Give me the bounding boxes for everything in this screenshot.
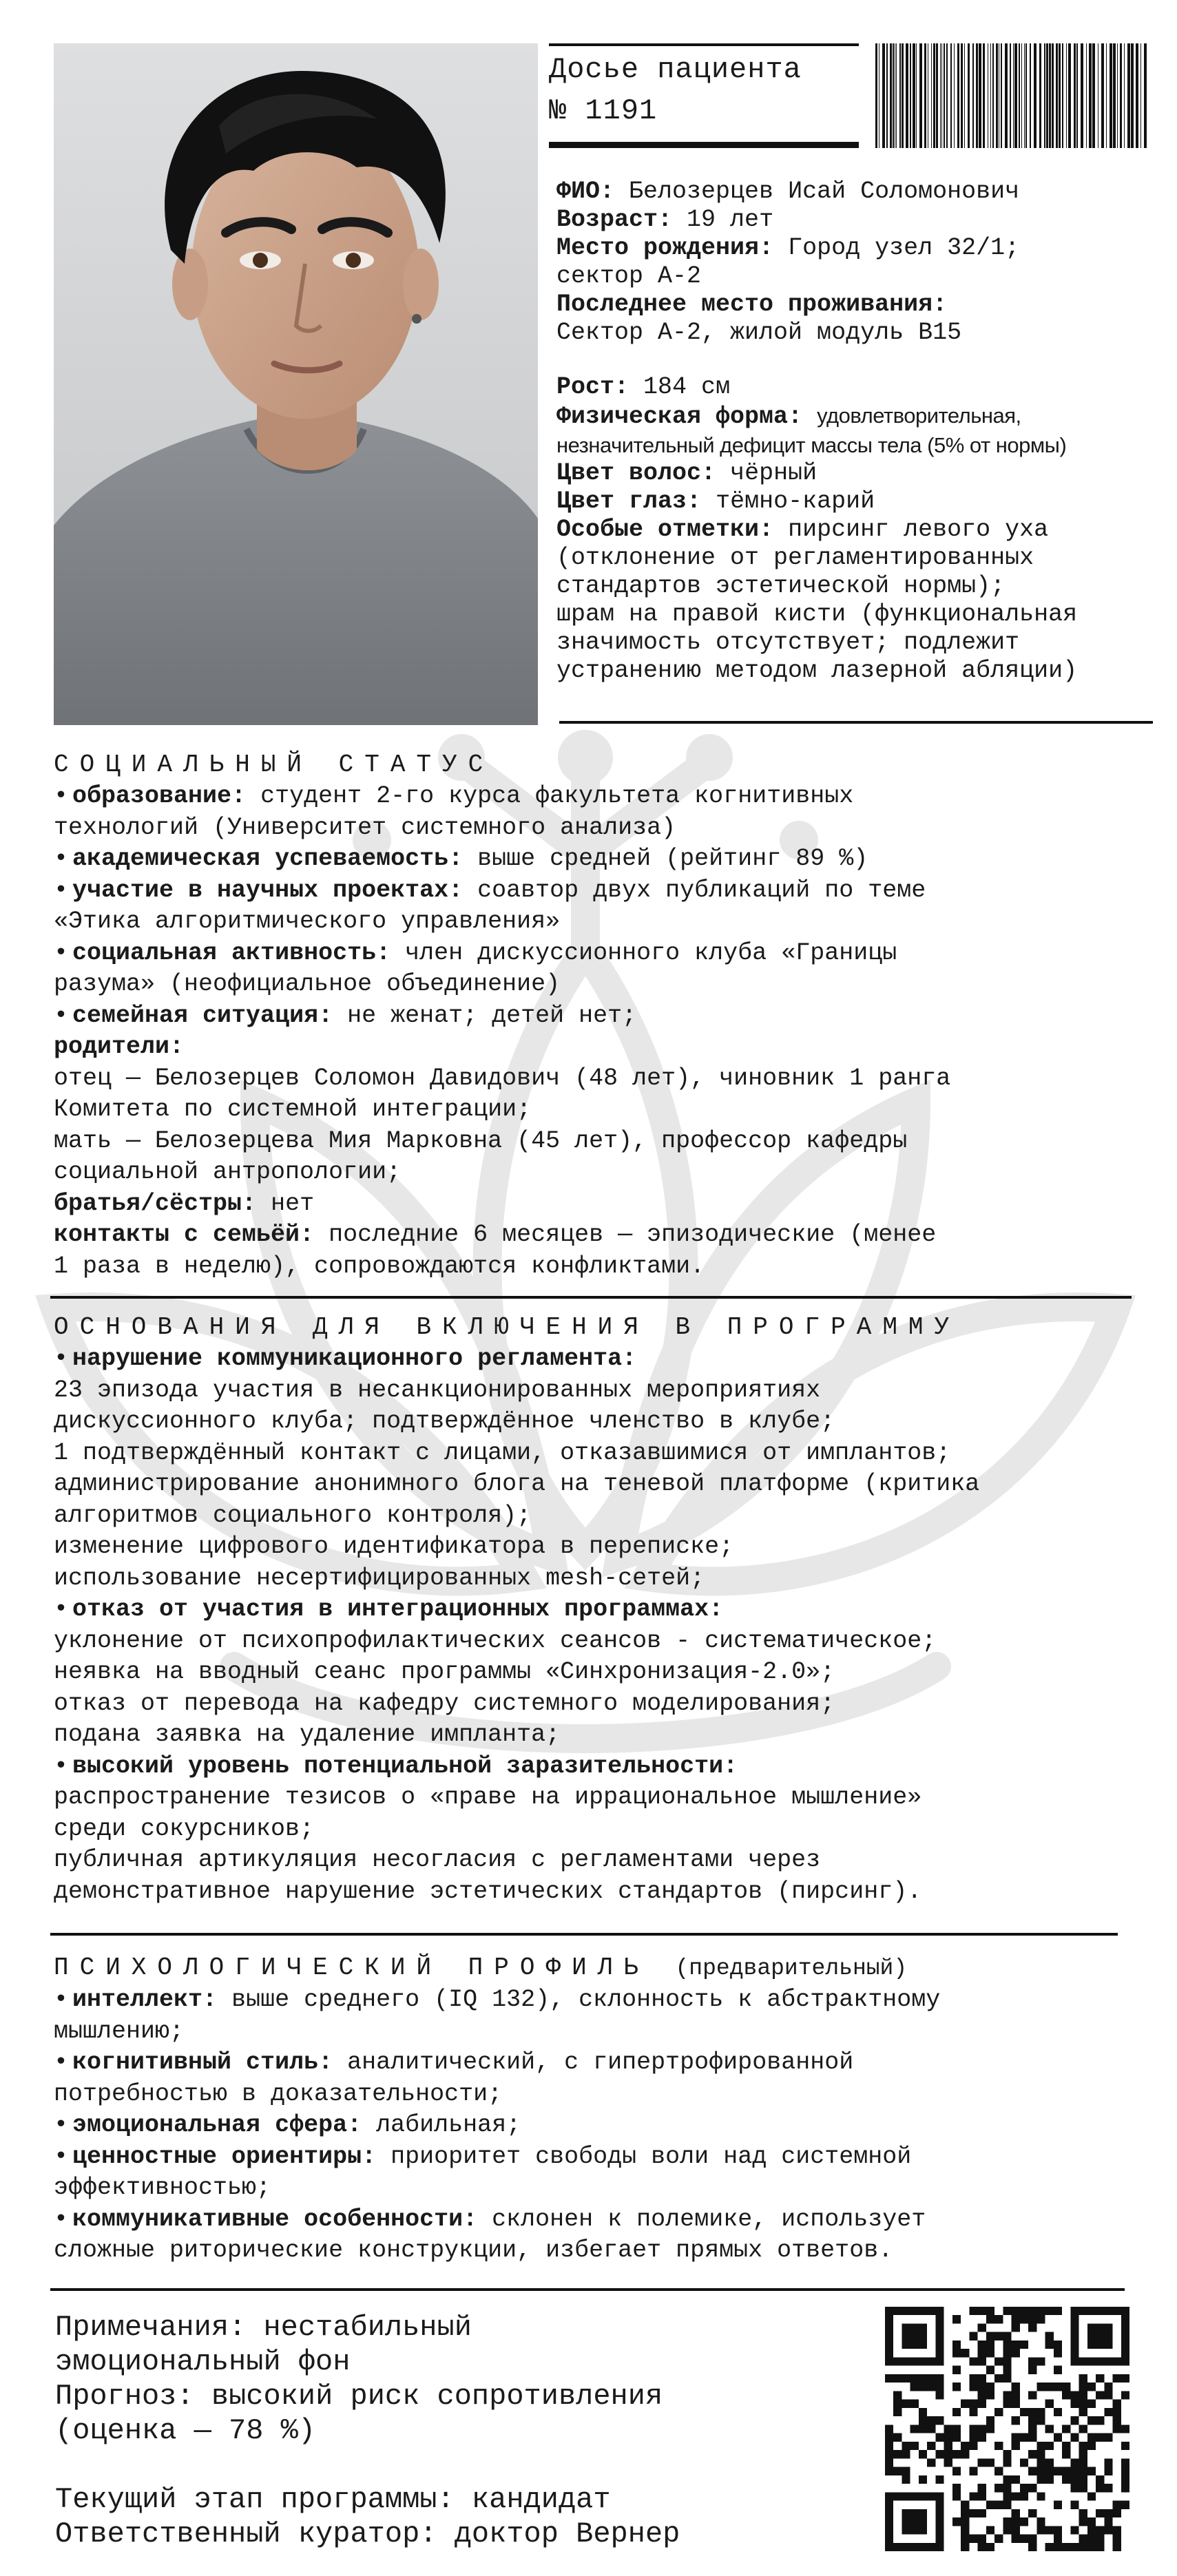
list-item-line: использование несертифицированных mesh-сетей;: [54, 1564, 705, 1592]
qr-code-icon: [885, 2307, 1129, 2551]
residence-value: Сектор А-2, жилой модуль В15: [556, 319, 962, 346]
list-item: • коммуникативные особенности: склонен к полемике, использует: [54, 2204, 1163, 2236]
personal-info: [556, 178, 1163, 685]
list-item-line: изменение цифрового идентификатора в переписке;: [54, 1533, 734, 1560]
section-title: ПСИХОЛОГИЧЕСКИЙ ПРОФИЛЬ (предварительный): [54, 1954, 908, 1982]
list-item-cont: потребностью в доказательности;: [54, 2080, 503, 2108]
hair-row: Цвет волос: чёрный: [556, 459, 817, 487]
birthplace-row: Место рождения: Город узел 32/1;: [556, 234, 1020, 262]
list-item-line: 23 эпизода участия в несанкционированных мероприятиях: [54, 1376, 821, 1404]
grounds-section: [54, 1312, 1163, 1907]
mother-line: мать — Белозерцева Мия Марковна (45 лет), профессор кафедры: [54, 1127, 908, 1155]
fio-row: ФИО: Белозерцев Исай Соломонович: [556, 178, 1020, 205]
physique-row: Физическая форма: удовлетворительная,: [556, 403, 1021, 430]
list-item-cont: технологий (Университет системного анализа): [54, 813, 676, 841]
barcode-icon: [874, 43, 1149, 148]
contacts-line-cont: 1 раза в неделю), сопровождаются конфликтами.: [54, 1252, 705, 1280]
residence-label: Последнее место проживания:: [556, 291, 948, 318]
father-line-cont: Комитета по системной интеграции;: [54, 1096, 532, 1123]
list-item-cont: «Этика алгоритмического управления»: [54, 908, 561, 935]
divider: [50, 1296, 1132, 1299]
divider: [50, 1933, 1118, 1936]
list-item-cont: сложные риторические конструкции, избегает прямых ответов.: [54, 2237, 893, 2264]
list-item-line: демонстративное нарушение эстетических стандартов (пирсинг).: [54, 1877, 922, 1905]
curator-row: Ответственный куратор: доктор Вернер: [55, 2517, 680, 2551]
list-item: • участие в научных проектах: соавтор двух публикаций по теме: [54, 875, 1163, 907]
mother-line-cont: социальной антропологии;: [54, 1158, 402, 1186]
section-title: ОСНОВАНИЯ ДЛЯ ВКЛЮЧЕНИЯ В ПРОГРАММУ: [54, 1313, 961, 1341]
social-status-section: [54, 749, 1163, 1282]
footer-notes: [55, 2310, 868, 2551]
physique-row-cont: незначительный дефицит массы тела (5% от нормы): [556, 433, 1067, 457]
list-item-line: отказ от перевода на кафедру системного моделирования;: [54, 1689, 835, 1717]
dossier-title: Досье пациента: [549, 53, 802, 86]
list-item-line: подана заявка на удаление импланта;: [54, 1721, 561, 1748]
list-item-line: дискуссионного клуба; подтверждённое членство в клубе;: [54, 1407, 835, 1435]
height-row: Рост: 184 см: [556, 373, 731, 401]
list-item-cont: мышлению;: [54, 2017, 185, 2045]
marks-row-cont: устранению методом лазерной абляции): [556, 657, 1078, 684]
list-item: • эмоциональная сфера: лабильная;: [54, 2110, 1163, 2142]
contacts-line: контакты с семьёй: последние 6 месяцев — эпизодические (менее: [54, 1221, 937, 1248]
marks-row-cont: шрам на правой кисти (функциональная: [556, 600, 1078, 628]
list-item-line: неявка на вводный сеанс программы «Синхронизация-2.0»;: [54, 1658, 835, 1686]
marks-row-cont: (отклонение от регламентированных: [556, 544, 1034, 572]
list-item: • когнитивный стиль: аналитический, с гипертрофированной: [54, 2047, 1163, 2079]
section-title: СОЦИАЛЬНЫЙ СТАТУС: [54, 751, 494, 779]
list-item-cont: эффективностью;: [54, 2174, 271, 2201]
age-row: Возраст: 19 лет: [556, 206, 774, 233]
list-item-line: распространение тезисов о «праве на иррациональное мышление»: [54, 1783, 922, 1811]
list-item: • нарушение коммуникационного регламента:: [54, 1343, 1163, 1375]
psych-profile-section: [54, 1952, 1163, 2267]
list-item-line: публичная артикуляция несогласия с регламентами через: [54, 1846, 821, 1874]
parents-label: родители:: [54, 1033, 185, 1060]
marks-row-cont: значимость отсутствует; подлежит: [556, 629, 1020, 656]
siblings-line: братья/сёстры: нет: [54, 1189, 315, 1217]
list-item-line: алгоритмов социального контроля);: [54, 1501, 532, 1529]
father-line: отец — Белозерцев Соломон Давидович (48 лет), чиновник 1 ранга: [54, 1064, 951, 1092]
forecast-row: Прогноз: высокий риск сопротивления: [55, 2380, 663, 2413]
list-item-line: 1 подтверждённый контакт с лицами, отказавшимися от имплантов;: [54, 1438, 951, 1467]
list-item: • отказ от участия в интеграционных программах:: [54, 1594, 1163, 1626]
notes-row: Примечания: нестабильный: [55, 2311, 472, 2344]
list-item: • академическая успеваемость: выше средней (рейтинг 89 %): [54, 844, 1163, 875]
list-item: • социальная активность: член дискуссионного клуба «Границы: [54, 938, 1163, 970]
list-item: • образование: студент 2-го курса факультета когнитивных: [54, 781, 1163, 813]
eyes-row: Цвет глаз: тёмно-карий: [556, 488, 875, 515]
list-item: • высокий уровень потенциальной заразительности:: [54, 1751, 1163, 1783]
divider: [50, 2288, 1125, 2291]
list-item-line: среди сокурсников;: [54, 1814, 315, 1843]
list-item: • семейная ситуация: не женат; детей нет;: [54, 1001, 1163, 1032]
stage-row: Текущий этап программы: кандидат: [55, 2483, 611, 2516]
list-item-cont: разума» (неофициальное объединение): [54, 970, 561, 998]
birthplace-row-cont: сектор А-2: [556, 262, 702, 290]
list-item-line: администрирование анонимного блога на теневой платформе (критика: [54, 1470, 980, 1498]
marks-row-cont: стандартов эстетической нормы);: [556, 572, 1006, 600]
list-item-line: уклонение от психопрофилактических сеансов - систематическое;: [54, 1626, 937, 1655]
dossier-number: № 1191: [549, 94, 658, 127]
list-item: • интеллект: выше среднего (IQ 132), склонность к абстрактному: [54, 1985, 1163, 2016]
marks-row: Особые отметки: пирсинг левого уха: [556, 516, 1049, 543]
forecast-row-cont: (оценка — 78 %): [55, 2414, 316, 2447]
list-item: • ценностные ориентиры: приоритет свободы воли над системной: [54, 2142, 1163, 2173]
divider: [559, 721, 1153, 724]
notes-row-cont: эмоциональный фон: [55, 2345, 351, 2378]
dossier-title-block: [549, 43, 859, 148]
patient-photo: [54, 43, 538, 725]
